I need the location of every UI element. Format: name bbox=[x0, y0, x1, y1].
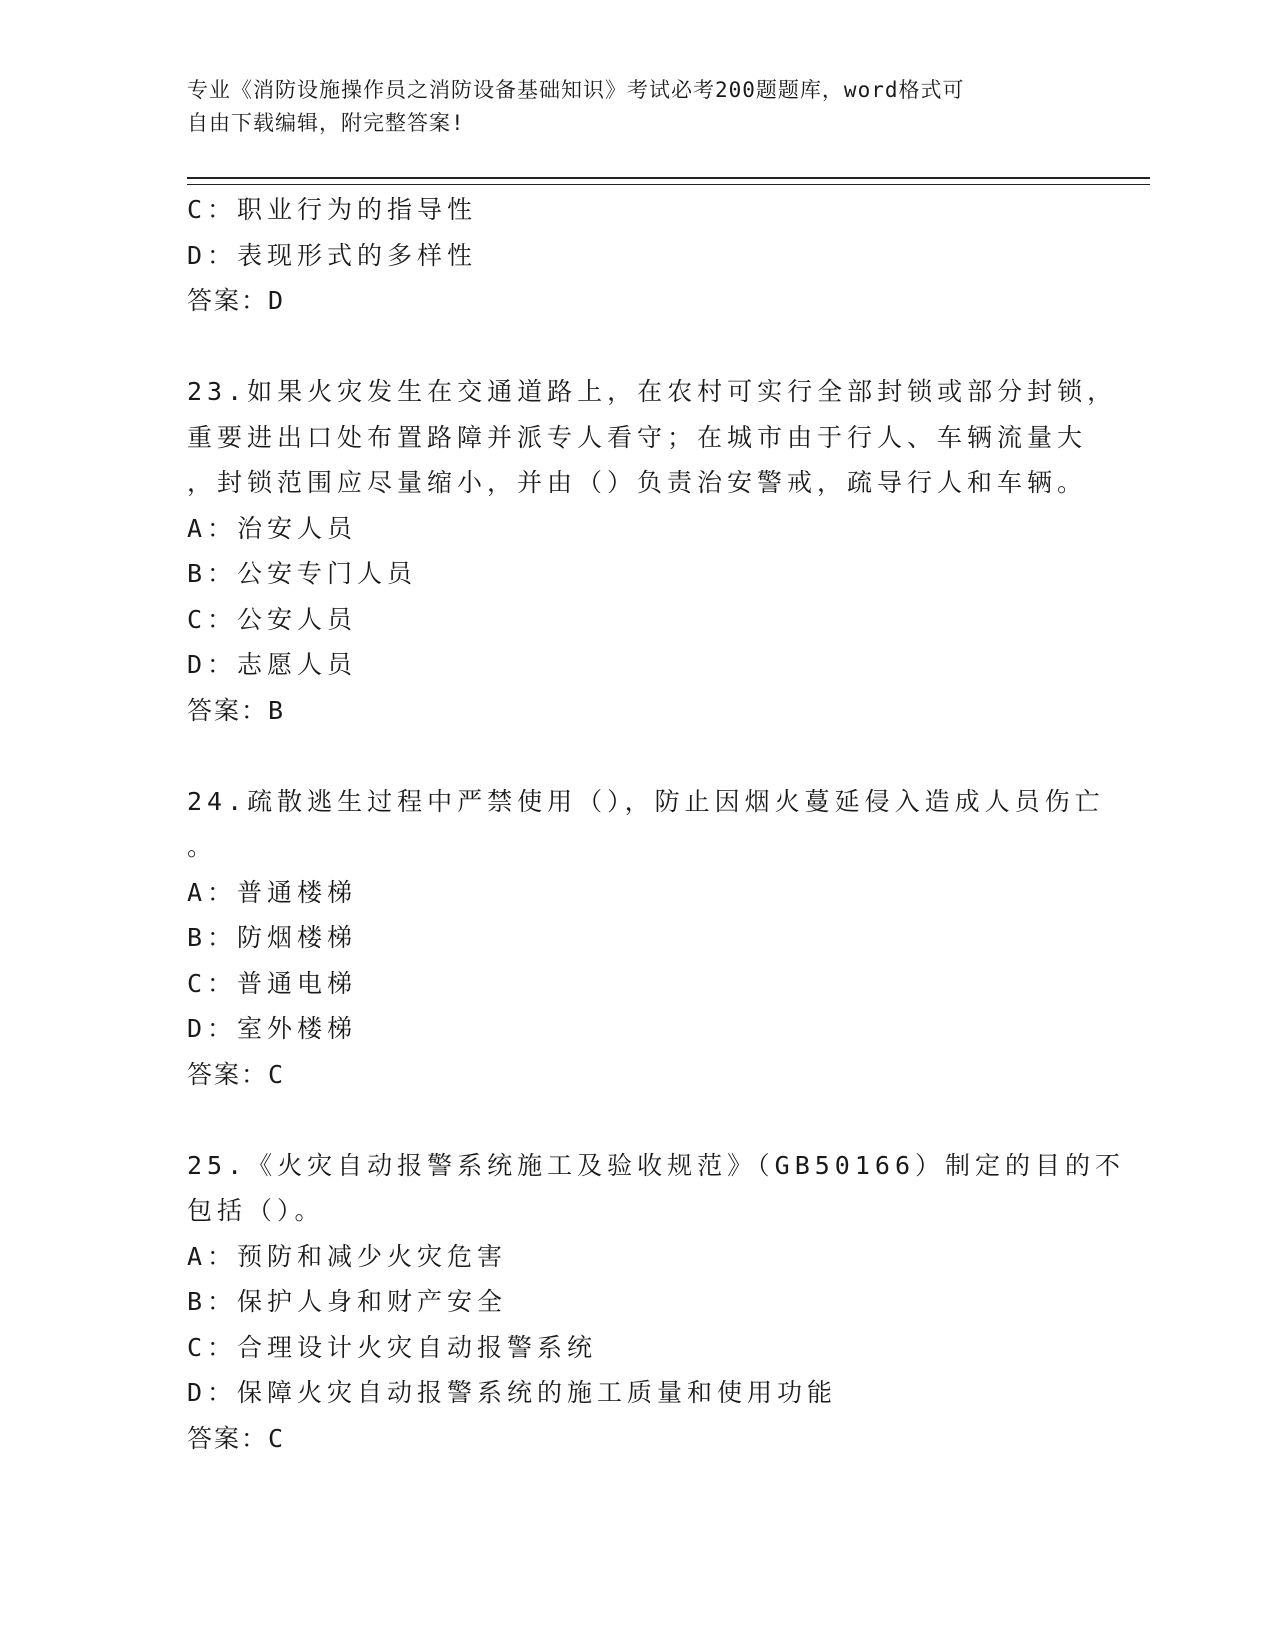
option-c: C：职业行为的指导性 bbox=[187, 195, 478, 224]
document-header bbox=[187, 74, 1067, 140]
question-text-line: 23.如果火灾发生在交通道路上，在农村可实行全部封锁或部分封锁， bbox=[187, 377, 1118, 406]
question-23 bbox=[187, 369, 1118, 733]
header-line-1: 专业《消防设施操作员之消防设备基础知识》考试必考200题题库，word格式可 bbox=[187, 78, 965, 102]
option-c: C：合理设计火灾自动报警系统 bbox=[187, 1332, 598, 1362]
question-text-line: 。 bbox=[187, 832, 218, 861]
question-text-line: 包括（）。 bbox=[187, 1196, 325, 1225]
option-c: C：公安人员 bbox=[187, 604, 358, 634]
question-text-line: ，封锁范围应尽量缩小，并由（）负责治安警戒，疏导行人和车辆。 bbox=[187, 468, 1088, 497]
answer-line: 答案：C bbox=[187, 1423, 286, 1453]
option-d: D：志愿人员 bbox=[187, 650, 358, 679]
option-c: C：普通电梯 bbox=[187, 968, 358, 998]
spacer bbox=[187, 324, 1087, 370]
option-a: A：治安人员 bbox=[187, 513, 358, 543]
option-d: D：保障火灾自动报警系统的施工质量和使用功能 bbox=[187, 1378, 838, 1407]
spacer bbox=[187, 1097, 1087, 1143]
option-b: B：防烟楼梯 bbox=[187, 923, 358, 952]
answer-line: 答案：C bbox=[187, 1059, 286, 1089]
question-text-line: 24.疏散逃生过程中严禁使用（），防止因烟火蔓延侵入造成人员伤亡 bbox=[187, 786, 1105, 816]
header-line-2: 自由下载编辑，附完整答案! bbox=[187, 111, 465, 135]
option-a: A：预防和减少火灾危害 bbox=[187, 1241, 508, 1271]
header-divider bbox=[187, 177, 1150, 185]
answer-line: 答案：D bbox=[187, 286, 286, 315]
option-b: B：保护人身和财产安全 bbox=[187, 1287, 508, 1316]
question-25 bbox=[187, 1143, 1126, 1462]
question-text-line: 重要进出口处布置路障并派专人看守；在城市由于行人、车辆流量大 bbox=[187, 422, 1088, 452]
spacer bbox=[187, 733, 1087, 779]
question-content bbox=[187, 187, 1126, 1461]
question-24 bbox=[187, 779, 1105, 1098]
continued-question bbox=[187, 187, 1087, 324]
option-a: A：普通楼梯 bbox=[187, 877, 358, 907]
option-d: D：室外楼梯 bbox=[187, 1014, 358, 1043]
option-b: B：公安专门人员 bbox=[187, 559, 418, 588]
question-text-line: 25.《火灾自动报警系统施工及验收规范》（GB50166）制定的目的不 bbox=[187, 1150, 1126, 1180]
answer-line: 答案：B bbox=[187, 695, 286, 725]
option-d: D：表现形式的多样性 bbox=[187, 240, 478, 270]
